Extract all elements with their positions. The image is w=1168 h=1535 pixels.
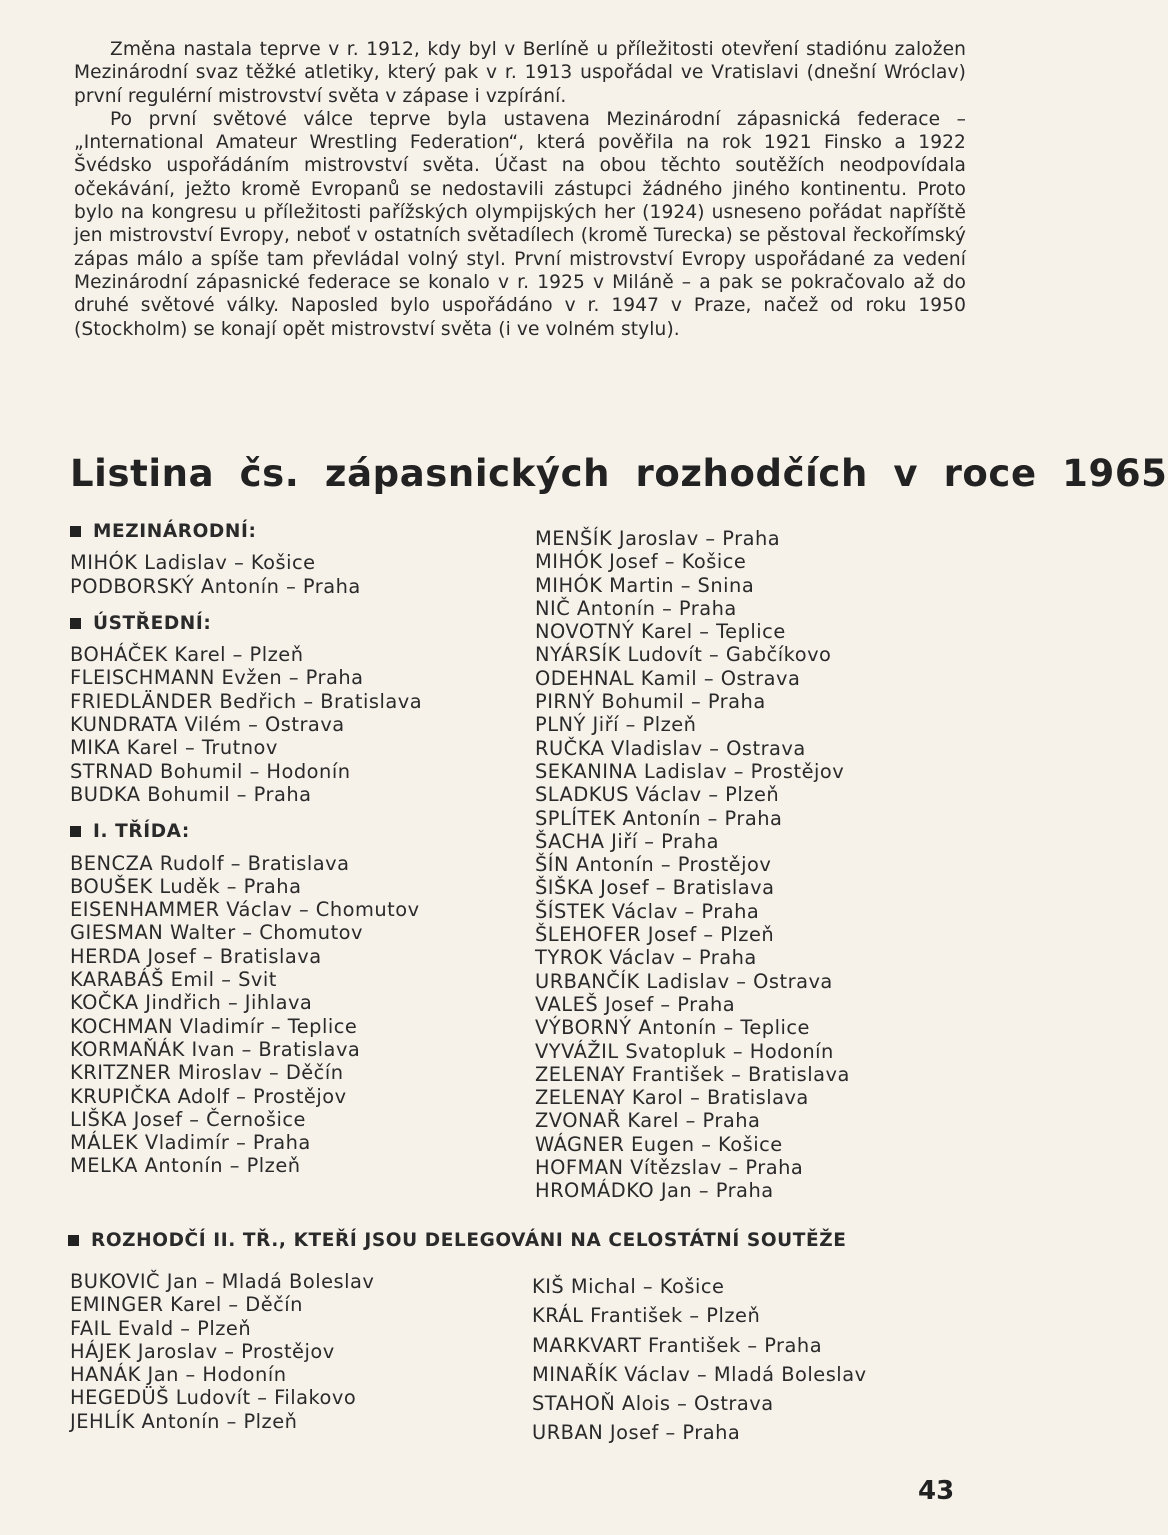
page-heading: Listina čs. zápasnických rozhodčích v roce 1965 (70, 452, 1168, 495)
referee-entry: ŠACHA Jiří – Praha (535, 829, 720, 853)
referee-entry: STAHOŇ Alois – Ostrava (532, 1392, 774, 1416)
section-first-class-title: I. TŘÍDA: (70, 820, 510, 843)
bullet-square-icon (70, 618, 81, 629)
intro-paragraph-1: Změna nastala teprve v r. 1912, kdy byl v Berlíně u příležitosti otevření stadiónu založen Mezinárodní svaz těžké atletiky, který pak v r. 1913 uspořádal ve Vratislavi (dnešní Wróclav) první regulérní mistrovství světa v zápase i vzpírání. (74, 39, 966, 107)
referee-entry: HEGEDÜŠ Ludovít – Filakovo (70, 1386, 357, 1410)
section-delegated-title: ROZHODČÍ II. TŘ., KTEŘÍ JSOU DELEGOVÁNI NA CELOSTÁTNÍ SOUTĚŽE (68, 1230, 968, 1251)
referee-entry: MÁLEK Vladimír – Praha (70, 1131, 311, 1155)
referee-entry: PLNÝ Jiří – Plzeň (535, 713, 697, 737)
referees-right-column (535, 527, 975, 1203)
bullet-square-icon (70, 826, 81, 837)
referee-entry: MIHÓK Martin – Snina (535, 573, 755, 597)
referee-entry: ODEHNAL Kamil – Ostrava (535, 666, 801, 690)
referee-entry: KORMAŇÁK Ivan – Bratislava (70, 1037, 361, 1061)
referee-entry: FAIL Evald – Plzeň (70, 1316, 252, 1340)
referee-entry: ŠÍN Antonín – Prostějov (535, 853, 772, 877)
referee-entry: BUKOVIČ Jan – Mladá Boleslav (70, 1270, 375, 1293)
referee-entry: RUČKA Vladislav – Ostrava (535, 736, 806, 760)
referee-entry: VÝBORNÝ Antonín – Teplice (535, 1016, 810, 1040)
referee-entry: BENCZA Rudolf – Bratislava (70, 851, 350, 875)
referee-entry: HROMÁDKO Jan – Praha (535, 1179, 774, 1203)
referee-entry: NYÁRSÍK Ludovít – Gabčíkovo (535, 643, 832, 667)
referee-entry: HERDA Josef – Bratislava (70, 944, 322, 968)
central-list (70, 643, 510, 806)
first-class-list-left (70, 852, 510, 1178)
delegated-list-right (532, 1272, 972, 1448)
referee-entry: KRITZNER Miroslav – Děčín (70, 1061, 344, 1085)
referee-entry: VALEŠ Josef – Praha (535, 992, 736, 1016)
referee-entry: MIHÓK Josef – Košice (535, 550, 747, 574)
referee-entry: MIHÓK Ladislav – Košice (70, 551, 316, 575)
bullet-square-icon (70, 526, 81, 537)
referee-entry: HÁJEK Jaroslav – Prostějov (70, 1339, 335, 1363)
referee-entry: KIŠ Michal – Košice (532, 1275, 725, 1298)
referee-entry: NIČ Antonín – Praha (535, 596, 737, 620)
referee-entry: ŠÍSTEK Václav – Praha (535, 899, 760, 923)
referee-entry: BUDKA Bohumil – Praha (70, 782, 312, 806)
referee-entry: TYROK Václav – Praha (535, 946, 757, 970)
referee-entry: URBANČÍK Ladislav – Ostrava (535, 969, 833, 993)
page-number: 43 (918, 1476, 955, 1506)
bullet-square-icon (68, 1235, 79, 1246)
referee-entry: MIKA Karel – Trutnov (70, 736, 278, 760)
referee-entry: FRIEDLÄNDER Bedřich – Bratislava (70, 689, 423, 713)
referee-entry: ZELENAY Karol – Bratislava (535, 1086, 809, 1110)
referee-entry: ZELENAY František – Bratislava (535, 1062, 850, 1086)
referee-entry: JEHLÍK Antonín – Plzeň (70, 1409, 298, 1433)
referee-entry: KOČKA Jindřich – Jihlava (70, 991, 313, 1015)
referee-entry: NOVOTNÝ Karel – Teplice (535, 620, 786, 644)
referee-entry: MENŠÍK Jaroslav – Praha (535, 527, 781, 550)
referee-entry: FLEISCHMANN Evžen – Praha (70, 666, 364, 690)
referee-entry: WÁGNER Eugen – Košice (535, 1132, 783, 1156)
referee-entry: SPLÍTEK Antonín – Praha (535, 806, 783, 830)
referee-entry: ŠIŠKA Josef – Bratislava (535, 876, 775, 900)
referee-entry: MINAŘÍK Václav – Mladá Boleslav (532, 1362, 867, 1386)
intro-text (74, 38, 966, 341)
referee-entry: KUNDRATA Vilém – Ostrava (70, 713, 345, 737)
referee-entry: EMINGER Karel – Děčín (70, 1293, 303, 1317)
referee-entry: PIRNÝ Bohumil – Praha (535, 690, 766, 714)
international-list (70, 551, 510, 598)
section-central-title: ÚSTŘEDNÍ: (70, 612, 510, 635)
referee-entry: MARKVART František – Praha (532, 1333, 823, 1357)
referee-entry: LIŠKA Josef – Černošice (70, 1107, 306, 1131)
referee-entry: ZVONAŘ Karel – Praha (535, 1109, 761, 1133)
referee-entry: BOUŠEK Luděk – Praha (70, 874, 302, 898)
referee-entry: KARABÁŠ Emil – Svit (70, 968, 277, 992)
referee-entry: HOFMAN Vítězslav – Praha (535, 1156, 804, 1180)
referee-entry: GIESMAN Walter – Chomutov (70, 921, 364, 945)
section-international-title: MEZINÁRODNÍ: (70, 520, 510, 543)
referees-left-column (70, 520, 510, 1178)
referee-entry: STRNAD Bohumil – Hodonín (70, 759, 351, 783)
referee-entry: MELKA Antonín – Plzeň (70, 1154, 301, 1178)
referee-entry: KRUPIČKA Adolf – Prostějov (70, 1084, 347, 1108)
referee-entry: BOHÁČEK Karel – Plzeň (70, 643, 304, 667)
delegated-list-left (70, 1270, 510, 1433)
referee-entry: KRÁL František – Plzeň (532, 1304, 761, 1328)
referee-entry: SEKANINA Ladislav – Prostějov (535, 759, 845, 783)
referee-entry: SLADKUS Václav – Plzeň (535, 783, 780, 807)
referee-entry: ŠLEHOFER Josef – Plzeň (535, 923, 775, 947)
referee-entry: EISENHAMMER Václav – Chomutov (70, 898, 420, 922)
intro-paragraph-2: Po první světové válce teprve byla ustavena Mezinárodní zápasnická federace – „International Amateur Wrestling Federation“, která pověřila na rok 1921 Finsko a 1922 Švédsko uspořádáním mistrovství světa. Účast na obou těchto soutěžích neodpovídala očekávání, ježto kromě Evropanů se nedostavili zástupci žádného jiného kontinentu. Proto bylo na kongresu u příležitosti pařížských olympijských her (1924) usneseno pořádat napříště jen mistrovství Evropy, neboť v ostatních světadílech (kromě Turecka) se pěstoval řeckořímský zápas málo a spíše tam převládal volný styl. První mistrovství Evropy uspořádané za vedení Mezinárodní zápasnické federace se konalo v r. 1925 v Miláně – a pak se pokračovalo až do druhé světové války. Naposled bylo uspořádáno v r. 1947 v Praze, načež od roku 1950 (Stockholm) se konají opět mistrovství světa (i ve volném stylu). (74, 108, 966, 340)
referee-entry: PODBORSKÝ Antonín – Praha (70, 574, 361, 598)
referee-entry: VYVÁŽIL Svatopluk – Hodonín (535, 1039, 834, 1063)
referee-entry: HANÁK Jan – Hodonín (70, 1363, 287, 1387)
referee-entry: KOCHMAN Vladimír – Teplice (70, 1014, 358, 1038)
referee-entry: URBAN Josef – Praha (532, 1421, 741, 1445)
